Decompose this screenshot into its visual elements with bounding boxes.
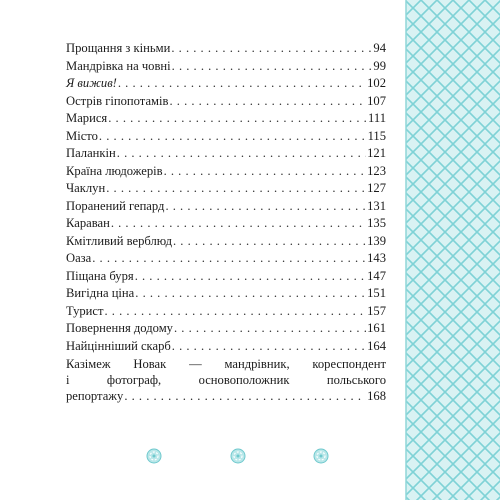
toc-entry-page: 99 [373,59,386,73]
toc-entry[interactable] [66,233,386,249]
toc-entry-page: 164 [367,339,386,353]
toc-entry[interactable] [66,93,386,109]
dot-leader [108,110,367,126]
dot-leader [174,320,366,336]
dot-leader [173,233,366,249]
toc-entry[interactable] [66,338,386,354]
toc-entry-multiline[interactable] [66,356,386,404]
dot-leader [135,268,366,284]
toc-entry-page: 139 [367,234,386,248]
toc-entry-title: Кмітливий верблюд [66,234,172,248]
dot-leader [105,303,367,319]
toc-entry[interactable] [66,145,386,161]
toc-entry-page: 161 [367,321,386,335]
toc-entry-title: Оаза [66,251,92,265]
toc-entry-title: Країна людожерів [66,164,163,178]
ornament-icon [313,448,329,464]
toc-entry-title-line: Казімеж Новак — мандрівник, кореспондент [66,357,386,371]
toc-entry-page: 115 [367,129,386,143]
toc-entry-title-line: і фотограф, основоположник польського [66,373,386,387]
toc-entry-title: Мандрівка на човні [66,59,171,73]
toc-entry-last-line [66,388,386,404]
toc-entry[interactable] [66,320,386,336]
toc-entry[interactable] [66,198,386,214]
toc-entry-page: 143 [367,251,386,265]
toc-entry-title: Вигідна ціна [66,286,135,300]
toc-entry-page: 94 [373,41,386,55]
dot-leader [171,40,372,56]
dot-leader [172,338,366,354]
dot-leader [165,198,366,214]
ornament-icon [146,448,162,464]
toc-entry[interactable] [66,250,386,266]
decorative-border [397,0,500,500]
dot-leader [164,163,367,179]
toc-entry-page: 111 [368,111,386,125]
dot-leader [117,145,366,161]
dot-leader [99,128,367,144]
toc-entry[interactable] [66,110,386,126]
toc-entry[interactable] [66,268,386,284]
toc-entry[interactable] [66,285,386,301]
dot-leader [111,215,366,231]
toc-entry-title: Я вижив! [66,76,117,90]
dot-leader [135,285,366,301]
toc-entry-page: 168 [367,389,386,403]
dot-leader [124,388,366,404]
toc-entry-title-line: репортажу [66,389,124,403]
toc-entry-title: Острів гіпопотамів [66,94,169,108]
toc-entry-title: Поранений гепард [66,199,165,213]
toc-entry-title: Піщана буря [66,269,134,283]
toc-entry-page: 102 [367,76,386,90]
toc-entry-title: Прощання з кіньми [66,41,171,55]
toc-entry-title: Повернення додому [66,321,173,335]
toc-entry-title: Турист [66,304,104,318]
toc-entry-page: 127 [367,181,386,195]
footer-ornaments [0,448,500,468]
toc-entry[interactable] [66,303,386,319]
dot-leader [106,180,366,196]
ornament-icon [230,448,246,464]
toc-entry-title: Марися [66,111,108,125]
toc-entry-title: Найцінніший скарб [66,339,171,353]
dot-leader [169,93,366,109]
toc-entry-title: Паланкін [66,146,116,160]
toc-entry-page: 131 [367,199,386,213]
toc-entry-page: 135 [367,216,386,230]
dot-leader [172,58,373,74]
dot-leader [92,250,366,266]
toc-entry[interactable] [66,163,386,179]
toc-entry[interactable] [66,58,386,74]
toc-entry-page: 123 [367,164,386,178]
toc-entry[interactable] [66,215,386,231]
dot-leader [118,75,366,91]
toc-entry-title: Чаклун [66,181,106,195]
toc-entry-page: 157 [367,304,386,318]
toc-entry-title: Караван [66,216,110,230]
toc-entry-page: 147 [367,269,386,283]
toc-entry-title: Місто [66,129,98,143]
toc-entry-page: 121 [367,146,386,160]
toc-entry-page: 151 [367,286,386,300]
toc-entry[interactable] [66,75,386,91]
toc-entry[interactable] [66,180,386,196]
toc-entry-page: 107 [367,94,386,108]
toc-entry[interactable] [66,40,386,56]
toc-entry[interactable] [66,128,386,144]
